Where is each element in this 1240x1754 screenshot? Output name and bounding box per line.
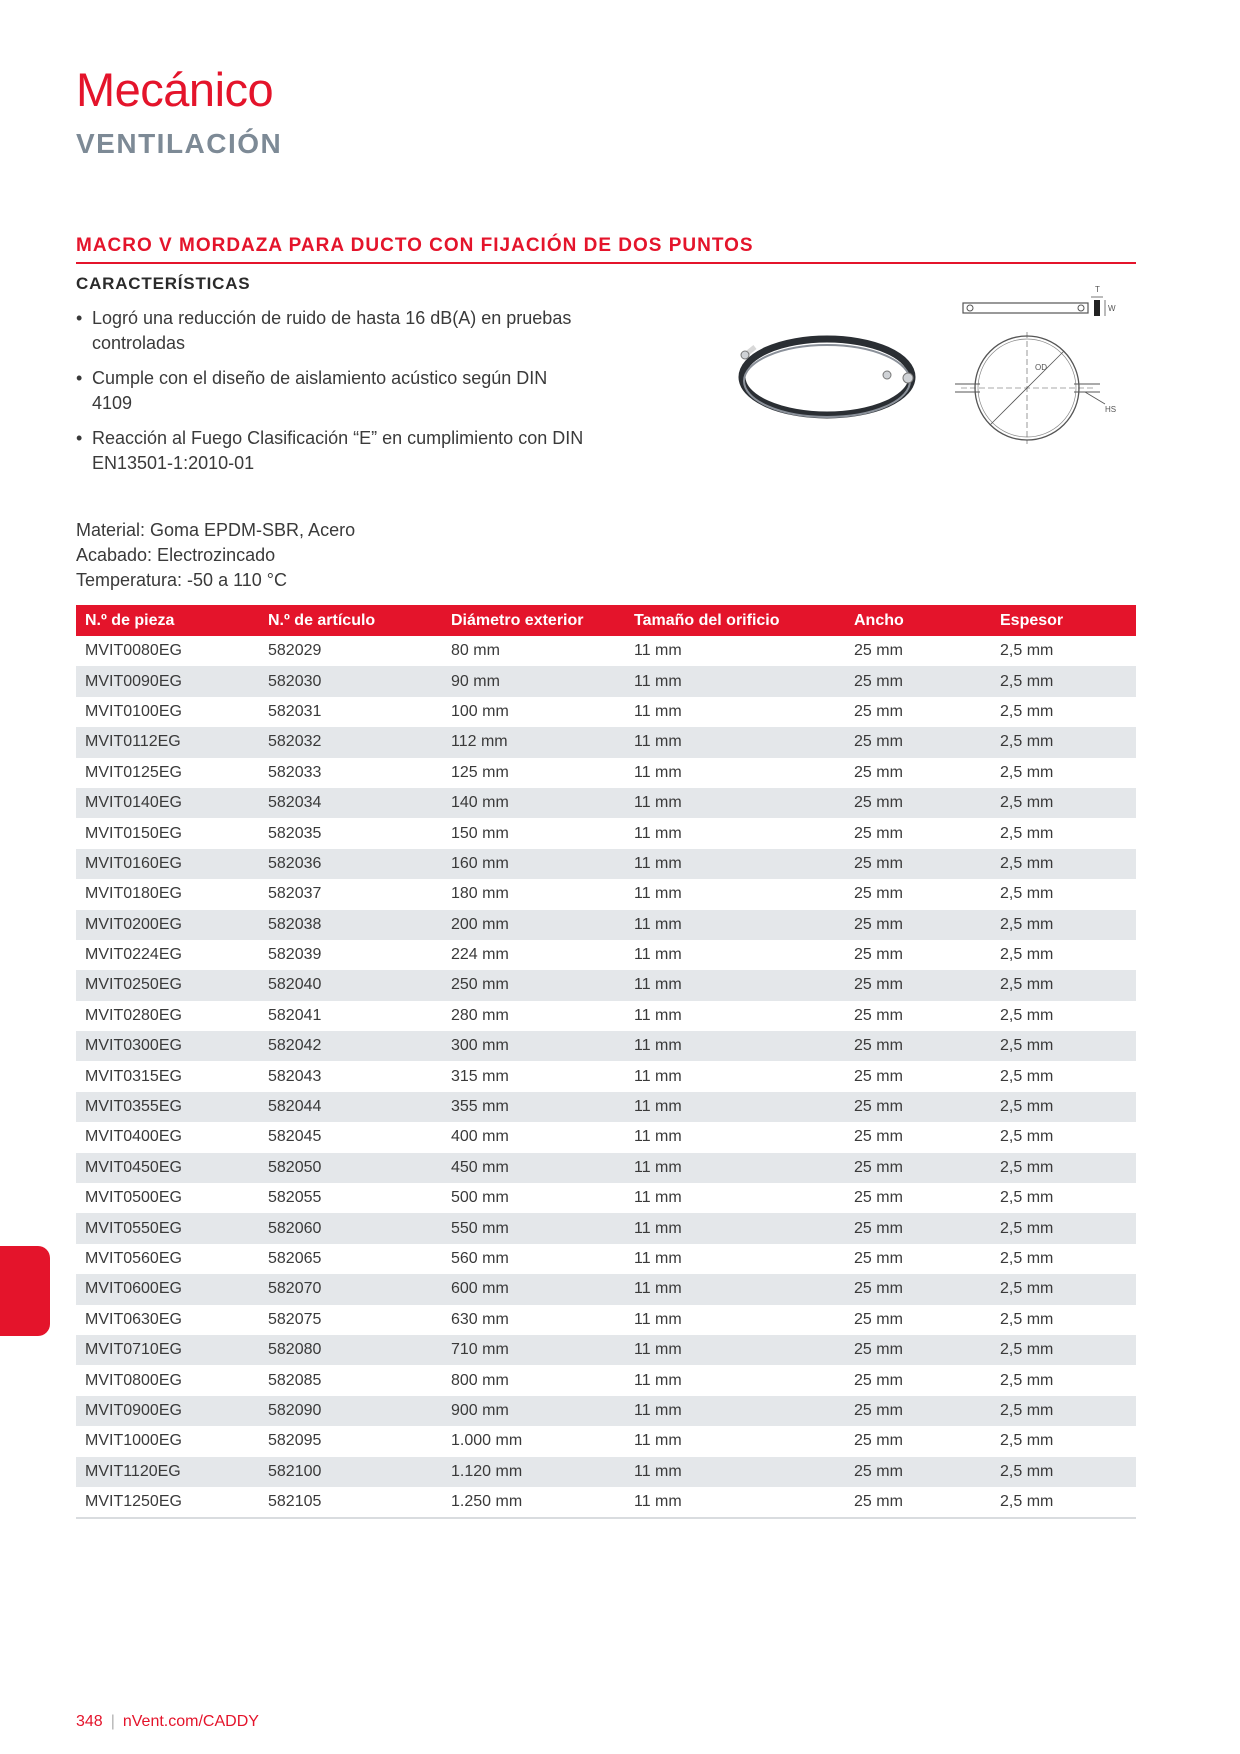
cell-article-number: 582085 [268, 1371, 322, 1389]
cell-part-number: MVIT1250EG [85, 1493, 182, 1511]
cell-outer-diameter: 355 mm [451, 1098, 509, 1116]
cell-part-number: MVIT0160EG [85, 854, 182, 872]
cell-outer-diameter: 180 mm [451, 885, 509, 903]
cell-hole-size: 11 mm [634, 1006, 682, 1024]
cell-width: 25 mm [854, 702, 903, 720]
header-width: Ancho [854, 611, 904, 629]
cell-part-number: MVIT1000EG [85, 1432, 182, 1450]
cell-width: 25 mm [854, 1219, 903, 1237]
cell-article-number: 582032 [268, 733, 322, 751]
bullet-icon: • [76, 428, 83, 448]
cell-part-number: MVIT0900EG [85, 1401, 182, 1419]
cell-thickness: 2,5 mm [1000, 1493, 1054, 1511]
page-subtitle: VENTILACIÓN [76, 128, 283, 159]
cell-article-number: 582080 [268, 1341, 322, 1359]
cell-article-number: 582055 [268, 1189, 322, 1207]
cell-article-number: 582090 [268, 1401, 322, 1419]
cell-thickness: 2,5 mm [1000, 946, 1054, 964]
cell-width: 25 mm [854, 733, 903, 751]
cell-part-number: MVIT0550EG [85, 1219, 182, 1237]
cell-hole-size: 11 mm [634, 1401, 682, 1419]
cell-outer-diameter: 600 mm [451, 1280, 509, 1298]
footer [76, 1713, 259, 1731]
spec-temperature: Temperatura: -50 a 110 °C [76, 570, 287, 590]
cell-outer-diameter: 100 mm [451, 702, 509, 720]
cell-outer-diameter: 550 mm [451, 1219, 509, 1237]
cell-hole-size: 11 mm [634, 702, 682, 720]
cell-article-number: 582050 [268, 1158, 322, 1176]
header-hole-size: Tamaño del orificio [634, 611, 780, 629]
cell-part-number: MVIT0600EG [85, 1280, 182, 1298]
cell-width: 25 mm [854, 1493, 903, 1511]
bullet-icon: • [76, 368, 83, 388]
table-row [76, 666, 1136, 696]
cell-article-number: 582039 [268, 946, 322, 964]
cell-width: 25 mm [854, 1006, 903, 1024]
cell-width: 25 mm [854, 794, 903, 812]
cell-article-number: 582044 [268, 1098, 322, 1116]
cell-thickness: 2,5 mm [1000, 1341, 1054, 1359]
table-row [76, 1305, 1136, 1335]
table-row [76, 697, 1136, 727]
cell-outer-diameter: 150 mm [451, 824, 509, 842]
table-row [76, 1061, 1136, 1091]
cell-article-number: 582029 [268, 642, 322, 660]
table-row [76, 879, 1136, 909]
cell-outer-diameter: 1.120 mm [451, 1462, 523, 1480]
cell-part-number: MVIT0355EG [85, 1098, 182, 1116]
cell-hole-size: 11 mm [634, 642, 682, 660]
table-row [76, 1001, 1136, 1031]
cell-thickness: 2,5 mm [1000, 1401, 1054, 1419]
table-header [76, 605, 1136, 636]
cell-thickness: 2,5 mm [1000, 854, 1054, 872]
cell-article-number: 582033 [268, 763, 322, 781]
cell-thickness: 2,5 mm [1000, 702, 1054, 720]
cell-width: 25 mm [854, 1158, 903, 1176]
cell-thickness: 2,5 mm [1000, 1462, 1054, 1480]
cell-outer-diameter: 160 mm [451, 854, 509, 872]
cell-article-number: 582035 [268, 824, 322, 842]
cell-outer-diameter: 1.250 mm [451, 1493, 523, 1511]
bullet-icon: • [76, 308, 83, 328]
table-row [76, 1487, 1136, 1517]
cell-part-number: MVIT0112EG [85, 733, 181, 751]
cell-outer-diameter: 400 mm [451, 1128, 509, 1146]
duct-clamp-image [735, 325, 925, 435]
cell-thickness: 2,5 mm [1000, 1189, 1054, 1207]
cell-width: 25 mm [854, 1432, 903, 1450]
features-heading: CARACTERÍSTICAS [76, 274, 251, 293]
cell-article-number: 582040 [268, 976, 322, 994]
cell-part-number: MVIT0125EG [85, 763, 182, 781]
cell-hole-size: 11 mm [634, 1189, 682, 1207]
cell-outer-diameter: 300 mm [451, 1037, 509, 1055]
cell-width: 25 mm [854, 915, 903, 933]
cell-hole-size: 11 mm [634, 763, 682, 781]
cell-hole-size: 11 mm [634, 672, 682, 690]
cell-outer-diameter: 200 mm [451, 915, 509, 933]
cell-part-number: MVIT0300EG [85, 1037, 182, 1055]
cell-outer-diameter: 90 mm [451, 672, 500, 690]
cell-part-number: MVIT0224EG [85, 946, 182, 964]
cell-outer-diameter: 560 mm [451, 1250, 509, 1267]
cell-width: 25 mm [854, 824, 903, 842]
label-hs: HS [1105, 405, 1117, 414]
page-title: Mecánico [76, 63, 274, 116]
cell-outer-diameter: 450 mm [451, 1158, 509, 1176]
cell-outer-diameter: 125 mm [451, 763, 509, 781]
cell-width: 25 mm [854, 885, 903, 903]
cell-thickness: 2,5 mm [1000, 1067, 1054, 1085]
cell-hole-size: 11 mm [634, 946, 682, 964]
header-part-number: N.º de pieza [85, 611, 175, 629]
cell-hole-size: 11 mm [634, 1432, 682, 1450]
cell-hole-size: 11 mm [634, 1341, 682, 1359]
cell-hole-size: 11 mm [634, 1310, 682, 1328]
cell-article-number: 582036 [268, 854, 322, 872]
cell-width: 25 mm [854, 1280, 903, 1298]
cell-outer-diameter: 80 mm [451, 642, 500, 660]
cell-width: 25 mm [854, 642, 903, 660]
table-row [76, 1396, 1136, 1426]
feature-item [76, 426, 592, 476]
cell-part-number: MVIT0630EG [85, 1310, 182, 1328]
cell-article-number: 582095 [268, 1432, 322, 1450]
table-row [76, 788, 1136, 818]
cell-width: 25 mm [854, 1189, 903, 1207]
cell-part-number: MVIT0315EG [85, 1067, 182, 1085]
cell-width: 25 mm [854, 1371, 903, 1389]
cell-thickness: 2,5 mm [1000, 642, 1054, 660]
table-row [76, 727, 1136, 757]
cell-hole-size: 11 mm [634, 794, 682, 812]
cell-width: 25 mm [854, 1341, 903, 1359]
table-row [76, 1365, 1136, 1395]
table-bottom-rule [76, 1517, 1136, 1519]
cell-thickness: 2,5 mm [1000, 1037, 1054, 1055]
cell-article-number: 582045 [268, 1128, 322, 1146]
feature-list [76, 306, 596, 486]
header-thickness: Espesor [1000, 611, 1064, 629]
table-row [76, 1335, 1136, 1365]
cell-width: 25 mm [854, 1037, 903, 1055]
cell-hole-size: 11 mm [634, 1250, 682, 1267]
cell-part-number: MVIT0280EG [85, 1006, 182, 1024]
cell-article-number: 582065 [268, 1250, 322, 1267]
cell-part-number: MVIT0090EG [85, 672, 182, 690]
cell-outer-diameter: 315 mm [451, 1067, 509, 1085]
cell-part-number: MVIT0800EG [85, 1371, 182, 1389]
cell-width: 25 mm [854, 854, 903, 872]
cell-part-number: MVIT0150EG [85, 824, 182, 842]
cell-thickness: 2,5 mm [1000, 1006, 1054, 1024]
table-row [76, 1122, 1136, 1152]
cell-width: 25 mm [854, 1067, 903, 1085]
cell-thickness: 2,5 mm [1000, 1371, 1054, 1389]
cell-article-number: 582070 [268, 1280, 322, 1298]
cell-thickness: 2,5 mm [1000, 1310, 1054, 1328]
cell-thickness: 2,5 mm [1000, 885, 1054, 903]
cell-width: 25 mm [854, 1250, 903, 1267]
cell-article-number: 582042 [268, 1037, 322, 1055]
cell-width: 25 mm [854, 763, 903, 781]
cell-hole-size: 11 mm [634, 1158, 682, 1176]
feature-item [76, 306, 592, 356]
cell-outer-diameter: 250 mm [451, 976, 509, 994]
cell-hole-size: 11 mm [634, 885, 682, 903]
cell-thickness: 2,5 mm [1000, 1128, 1054, 1146]
table-row [76, 970, 1136, 1000]
page-number: 348 [76, 1713, 103, 1730]
table-row [76, 1457, 1136, 1487]
cell-part-number: MVIT0710EG [85, 1341, 182, 1359]
feature-text: Cumple con el diseño de aislamiento acústico según DIN 4109 [92, 368, 548, 413]
cell-hole-size: 11 mm [634, 1037, 682, 1055]
table-row [76, 1274, 1136, 1304]
cell-thickness: 2,5 mm [1000, 733, 1054, 751]
table-row [76, 1183, 1136, 1213]
cell-thickness: 2,5 mm [1000, 1158, 1054, 1176]
table-row [76, 818, 1136, 848]
cell-hole-size: 11 mm [634, 733, 682, 751]
cell-part-number: MVIT0200EG [85, 915, 182, 933]
cell-hole-size: 11 mm [634, 1067, 682, 1085]
section-tab-marker [0, 1246, 50, 1336]
cell-article-number: 582037 [268, 885, 322, 903]
cell-outer-diameter: 500 mm [451, 1189, 509, 1207]
footer-url[interactable]: nVent.com/CADDY [122, 1713, 259, 1730]
cell-outer-diameter: 140 mm [451, 794, 509, 812]
cell-article-number: 582105 [268, 1493, 322, 1511]
cell-width: 25 mm [854, 1128, 903, 1146]
cell-thickness: 2,5 mm [1000, 915, 1054, 933]
label-od: OD [1035, 363, 1047, 372]
table-row [76, 940, 1136, 970]
cell-thickness: 2,5 mm [1000, 794, 1054, 812]
cell-outer-diameter: 710 mm [451, 1341, 509, 1359]
cell-hole-size: 11 mm [634, 1219, 682, 1237]
cell-article-number: 582075 [268, 1310, 322, 1328]
cell-article-number: 582038 [268, 915, 322, 933]
cell-part-number: MVIT0560EG [85, 1250, 182, 1267]
cell-article-number: 582043 [268, 1067, 322, 1085]
cell-article-number: 582034 [268, 794, 322, 812]
cell-width: 25 mm [854, 946, 903, 964]
cell-thickness: 2,5 mm [1000, 1280, 1054, 1298]
table-row [76, 1031, 1136, 1061]
label-t: T [1095, 285, 1100, 294]
spec-material: Material: Goma EPDM-SBR, Acero [76, 520, 356, 540]
cell-outer-diameter: 630 mm [451, 1310, 509, 1328]
label-w: W [1108, 304, 1116, 313]
cell-outer-diameter: 900 mm [451, 1401, 509, 1419]
spec-finish: Acabado: Electrozincado [76, 545, 276, 565]
table-row [76, 910, 1136, 940]
cell-article-number: 582060 [268, 1219, 322, 1237]
table-row [76, 1213, 1136, 1243]
cell-thickness: 2,5 mm [1000, 1219, 1054, 1237]
cell-width: 25 mm [854, 1310, 903, 1328]
table-row [76, 636, 1136, 666]
header-article-number: N.º de artículo [268, 611, 376, 629]
cell-part-number: MVIT0180EG [85, 885, 182, 903]
section-title: MACRO V MORDAZA PARA DUCTO CON FIJACIÓN DE DOS PUNTOS [76, 235, 754, 256]
cell-thickness: 2,5 mm [1000, 1098, 1054, 1116]
cell-part-number: MVIT0450EG [85, 1158, 182, 1176]
cell-article-number: 582100 [268, 1462, 322, 1480]
cell-outer-diameter: 112 mm [451, 733, 508, 751]
cell-part-number: MVIT1120EG [85, 1462, 181, 1480]
cell-thickness: 2,5 mm [1000, 824, 1054, 842]
header-outer-diameter: Diámetro exterior [451, 611, 584, 629]
spec-lines [76, 518, 355, 593]
cell-width: 25 mm [854, 1098, 903, 1116]
cell-part-number: MVIT0250EG [85, 976, 182, 994]
cell-thickness: 2,5 mm [1000, 1432, 1054, 1450]
cell-hole-size: 11 mm [634, 915, 682, 933]
feature-text: Logró una reducción de ruido de hasta 16 dB(A) en pruebas controladas [92, 308, 572, 353]
cell-hole-size: 11 mm [634, 824, 682, 842]
section-divider [76, 262, 1136, 264]
cell-hole-size: 11 mm [634, 1493, 682, 1511]
cell-outer-diameter: 800 mm [451, 1371, 509, 1389]
cell-hole-size: 11 mm [634, 1128, 682, 1146]
table-row [76, 758, 1136, 788]
cell-width: 25 mm [854, 1401, 903, 1419]
cell-article-number: 582031 [268, 702, 322, 720]
cell-hole-size: 11 mm [634, 1280, 682, 1298]
cell-article-number: 582041 [268, 1006, 322, 1024]
cell-part-number: MVIT0080EG [85, 642, 182, 660]
cell-hole-size: 11 mm [634, 1462, 682, 1480]
table-row [76, 849, 1136, 879]
cell-hole-size: 11 mm [634, 1371, 682, 1389]
cell-part-number: MVIT0100EG [85, 702, 182, 720]
table-row [76, 1153, 1136, 1183]
cell-hole-size: 11 mm [634, 854, 682, 872]
feature-item [76, 366, 592, 416]
cell-outer-diameter: 280 mm [451, 1006, 509, 1024]
cell-width: 25 mm [854, 1462, 903, 1480]
cell-width: 25 mm [854, 976, 903, 994]
cell-part-number: MVIT0400EG [85, 1128, 182, 1146]
table-row [76, 1426, 1136, 1456]
cell-thickness: 2,5 mm [1000, 672, 1054, 690]
product-table [76, 605, 1136, 1519]
cell-article-number: 582030 [268, 672, 322, 690]
table-row [76, 1092, 1136, 1122]
cell-outer-diameter: 1.000 mm [451, 1432, 523, 1450]
feature-text: Reacción al Fuego Clasificación “E” en cumplimiento con DIN EN13501-1:2010-01 [92, 428, 584, 473]
cell-hole-size: 11 mm [634, 1098, 682, 1116]
cell-part-number: MVIT0500EG [85, 1189, 182, 1207]
cell-thickness: 2,5 mm [1000, 976, 1054, 994]
technical-diagram [955, 280, 1140, 460]
cell-thickness: 2,5 mm [1000, 1250, 1054, 1267]
cell-part-number: MVIT0140EG [85, 794, 182, 812]
cell-outer-diameter: 224 mm [451, 946, 509, 964]
cell-width: 25 mm [854, 672, 903, 690]
table-body [76, 636, 1136, 1517]
cell-thickness: 2,5 mm [1000, 763, 1054, 781]
cell-hole-size: 11 mm [634, 976, 682, 994]
table-row [76, 1244, 1136, 1274]
footer-separator: | [110, 1713, 115, 1730]
